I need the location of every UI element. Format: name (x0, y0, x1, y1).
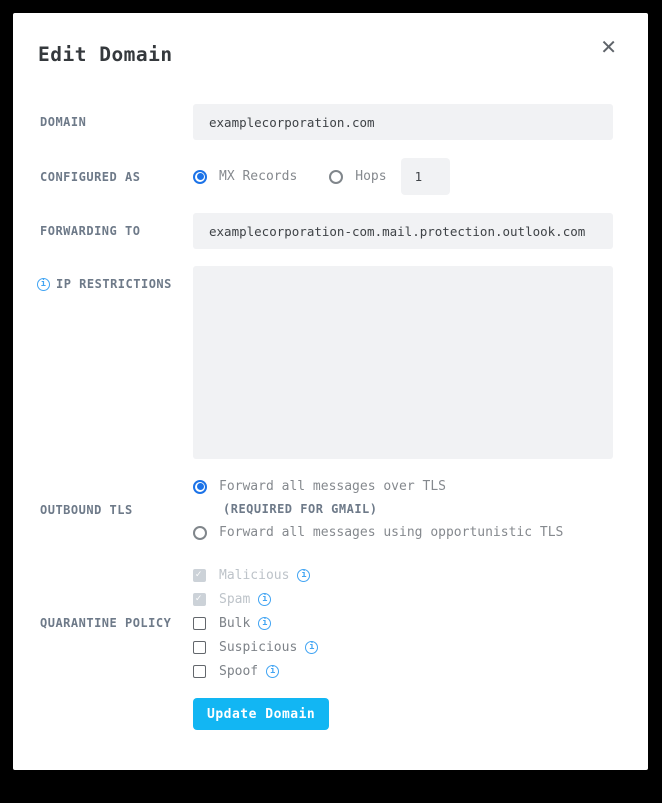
spam-checkbox (193, 593, 206, 606)
tls-required-option (193, 475, 563, 498)
ip-restrictions-textarea[interactable] (193, 266, 613, 459)
tls-required-note: (REQUIRED FOR GMAIL) (223, 502, 378, 516)
domain-label: DOMAIN (40, 115, 87, 129)
hops-count-input[interactable] (401, 158, 450, 195)
outbound-tls-row (13, 475, 648, 544)
tls-opportunistic-option (193, 521, 563, 544)
bulk-info-icon[interactable] (258, 617, 271, 630)
spam-info-icon[interactable] (258, 593, 271, 606)
quarantine-option-malicious (193, 563, 318, 587)
spoof-checkbox-label[interactable]: Spoof (219, 663, 259, 679)
bulk-checkbox[interactable] (193, 617, 206, 630)
outbound-tls-label: OUTBOUND TLS (40, 502, 133, 517)
ip-restrictions-label: IP RESTRICTIONS (56, 277, 172, 291)
close-icon[interactable]: ✕ (600, 35, 617, 59)
edit-domain-form (13, 104, 648, 730)
bulk-checkbox-label[interactable]: Bulk (219, 615, 251, 631)
domain-input[interactable] (193, 104, 613, 140)
quarantine-policy-options (193, 563, 318, 683)
configured-as-label: CONFIGURED AS (40, 169, 141, 184)
domain-row (13, 104, 648, 140)
mx-records-radio-label[interactable]: MX Records (219, 169, 298, 184)
quarantine-policy-label: QUARANTINE POLICY (40, 616, 172, 630)
modal-title: Edit Domain (38, 43, 173, 66)
update-domain-button[interactable]: Update Domain (193, 698, 329, 730)
ip-restrictions-row (13, 266, 648, 459)
configured-as-options (193, 158, 450, 195)
quarantine-option-suspicious (193, 635, 318, 659)
tls-opportunistic-radio-label[interactable]: Forward all messages using opportunistic TLS (219, 525, 564, 540)
ip-restrictions-info-icon[interactable] (37, 278, 50, 291)
tls-required-radio[interactable] (193, 480, 207, 494)
ip-restrictions-label-cell (40, 266, 193, 291)
hops-count-value: 1 (414, 169, 423, 184)
quarantine-policy-row (13, 563, 648, 683)
tls-opportunistic-radio[interactable] (193, 526, 207, 540)
submit-spacer (40, 698, 193, 730)
submit-row (13, 698, 648, 730)
forwarding-to-label: FORWARDING TO (40, 224, 141, 238)
spam-checkbox-label: Spam (219, 591, 251, 607)
malicious-info-icon[interactable] (297, 569, 310, 582)
spoof-info-icon[interactable] (266, 665, 279, 678)
spoof-checkbox[interactable] (193, 665, 206, 678)
quarantine-option-spoof (193, 659, 318, 683)
forwarding-to-row (13, 213, 648, 249)
suspicious-info-icon[interactable] (305, 641, 318, 654)
quarantine-option-bulk (193, 611, 318, 635)
malicious-checkbox (193, 569, 206, 582)
hops-radio[interactable] (329, 170, 343, 184)
configured-as-row (13, 158, 648, 195)
tls-required-radio-label[interactable]: Forward all messages over TLS (219, 479, 446, 494)
mx-records-radio[interactable] (193, 170, 207, 184)
suspicious-checkbox-label[interactable]: Suspicious (219, 639, 298, 655)
suspicious-checkbox[interactable] (193, 641, 206, 654)
forwarding-to-input[interactable] (193, 213, 613, 249)
domain-value: examplecorporation.com (209, 114, 375, 130)
forwarding-to-value: examplecorporation-com.mail.protection.outlook.com (209, 223, 586, 239)
malicious-checkbox-label: Malicious (219, 567, 290, 583)
edit-domain-modal (13, 13, 648, 770)
quarantine-option-spam (193, 587, 318, 611)
hops-radio-label[interactable]: Hops (355, 169, 387, 184)
outbound-tls-options (193, 475, 563, 544)
